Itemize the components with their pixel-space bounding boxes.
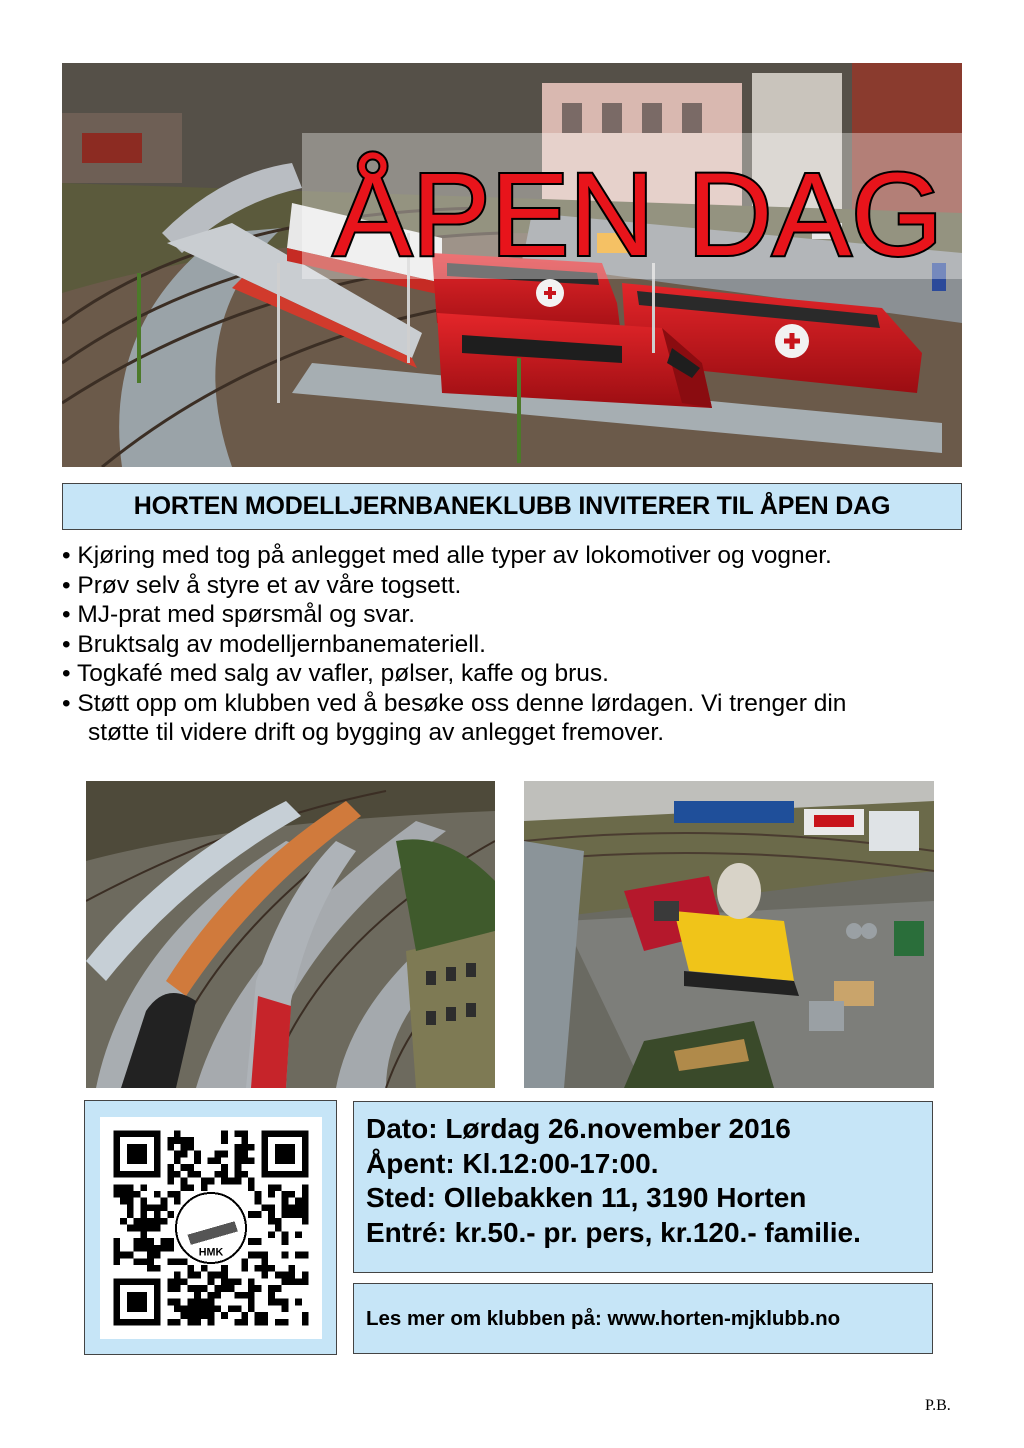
website-link[interactable]: Les mer om klubben på: www.horten-mjklubb.no <box>366 1306 841 1330</box>
headline-text: HORTEN MODELLJERNBANEKLUBB INVITERER TIL ÅPEN DAG <box>133 492 891 520</box>
website-box <box>353 1283 933 1354</box>
photo-station-trains <box>86 781 495 1088</box>
event-place: Sted: Ollebakken 11, 3190 Horten <box>366 1182 807 1213</box>
qr-logo-text: HMK <box>198 1246 224 1259</box>
list-item: • Prøv selv å styre et av våre togsett. <box>62 571 462 599</box>
list-item: • Togkafé med salg av vafler, pølser, kaffe og brus. <box>62 660 609 687</box>
qr-code-panel <box>84 1100 337 1355</box>
list-item: • Bruktsalg av modelljernbanemateriell. <box>62 630 486 658</box>
list-item: • Kjøring med tog på anlegget med alle typer av lokomotiver og vogner. <box>62 542 832 569</box>
list-item-continuation: støtte til videre drift og bygging av anlegget fremover. <box>88 719 665 746</box>
event-entry-price: Entré: kr.50.- pr. pers, kr.120.- familie. <box>366 1216 861 1248</box>
list-item: • Støtt opp om klubben ved å besøke oss denne lørdagen. Vi trenger din <box>62 689 847 717</box>
hero-photo <box>62 63 962 467</box>
signature: P.B. <box>925 1397 951 1414</box>
photo-yard-locomotive <box>524 781 934 1088</box>
feature-list <box>62 541 982 748</box>
event-open-hours: Åpent: Kl.12:00-17:00. <box>366 1147 659 1179</box>
list-item: • MJ-prat med spørsmål og svar. <box>62 601 416 628</box>
headline-banner <box>62 483 962 530</box>
event-info-box <box>353 1101 933 1273</box>
qr-code-icon[interactable] <box>100 1117 322 1339</box>
hero-title-banner <box>302 133 962 279</box>
hero-title: ÅPEN DAG <box>333 149 943 279</box>
event-date: Dato: Lørdag 26.november 2016 <box>366 1113 791 1144</box>
